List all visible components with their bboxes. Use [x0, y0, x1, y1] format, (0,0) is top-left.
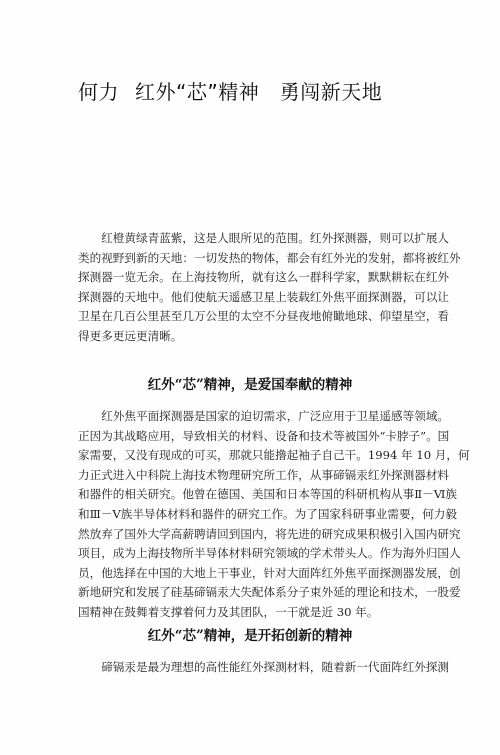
text-line: 国精神在鼓舞着支撑着何力及其团队，一干就是近 30 年。 — [78, 604, 379, 619]
paragraph — [78, 229, 461, 347]
text-line: 员，他选择在中国的大地上干事业，针对大面阵红外焦平面探测器发展，创 — [78, 565, 461, 580]
section-paragraph-patriotic — [78, 407, 470, 623]
text-line: 类的视野到新的天地：一切发热的物体，都会有红外光的发射，都将被红外 — [78, 250, 461, 265]
text-line: 和Ⅲ－Ⅴ族半导体材料和器件的研究工作。为了国家科研事业需要，何力毅 — [78, 506, 457, 521]
text-line: 得更多更远更清晰。 — [78, 328, 183, 343]
text-line: 碲镉汞是最为理想的高性能红外探测材料，随着新一代面阵红外探测 — [78, 660, 450, 674]
text-line: 项目，成为上海技物所半导体材料研究领域的学术带头人。作为海外归国人 — [78, 546, 461, 561]
intro-paragraph — [78, 229, 461, 347]
text-line: 正因为其战略应用，导致相关的材料、设备和技术等被国外“卡脖子”。国 — [78, 428, 450, 443]
text-line: 新地研究和发展了硅基碲镉汞大失配体系分子束外延的理论和技术，一股爱 — [78, 585, 461, 600]
text-line: 力正式进入中科院上海技术物理研究所工作，从事碲镉汞红外探测器材料 — [78, 467, 450, 482]
text-line: 探测器一览无余。在上海技物所，就有这么一群科学家，默默耕耘在红外 — [78, 270, 450, 285]
paragraph — [78, 407, 470, 623]
text-line: 家需要，又没有现成的可买，那就只能撸起袖子自己干。1994 年 10 月，何 — [78, 448, 470, 463]
text-line: 卫星在几百公里甚至几万公里的太空不分昼夜地俯瞰地球、仰望星空，看 — [78, 309, 450, 324]
section-heading-innovation: 红外“芯”精神，是开拓创新的精神 — [147, 628, 353, 644]
text-line: 和器件的相关研究。他曾在德国、美国和日本等国的科研机构从事Ⅱ－Ⅵ族 — [78, 487, 457, 502]
author-name: 何力 — [78, 80, 119, 104]
paragraph — [78, 658, 450, 678]
text-line: 红橙黄绿青蓝紫，这是人眼所见的范围。红外探测器，则可以扩展人 — [78, 231, 450, 245]
section-heading-patriotic: 红外“芯”精神，是爱国奉献的精神 — [147, 377, 353, 393]
section-paragraph-innovation — [78, 658, 450, 678]
headline: 红外“芯”精神 勇闯新天地 — [135, 80, 383, 104]
text-line: 红外焦平面探测器是国家的迫切需求，广泛应用于卫星遥感等领域。 — [78, 409, 450, 423]
text-line: 然放弃了国外大学高薪聘请回到国内，将先进的研究成果积极引入国内研究 — [78, 526, 461, 541]
article-title — [78, 76, 382, 105]
text-line: 探测器的天地中。他们使航天遥感卫星上装载红外焦平面探测器，可以让 — [78, 289, 450, 304]
